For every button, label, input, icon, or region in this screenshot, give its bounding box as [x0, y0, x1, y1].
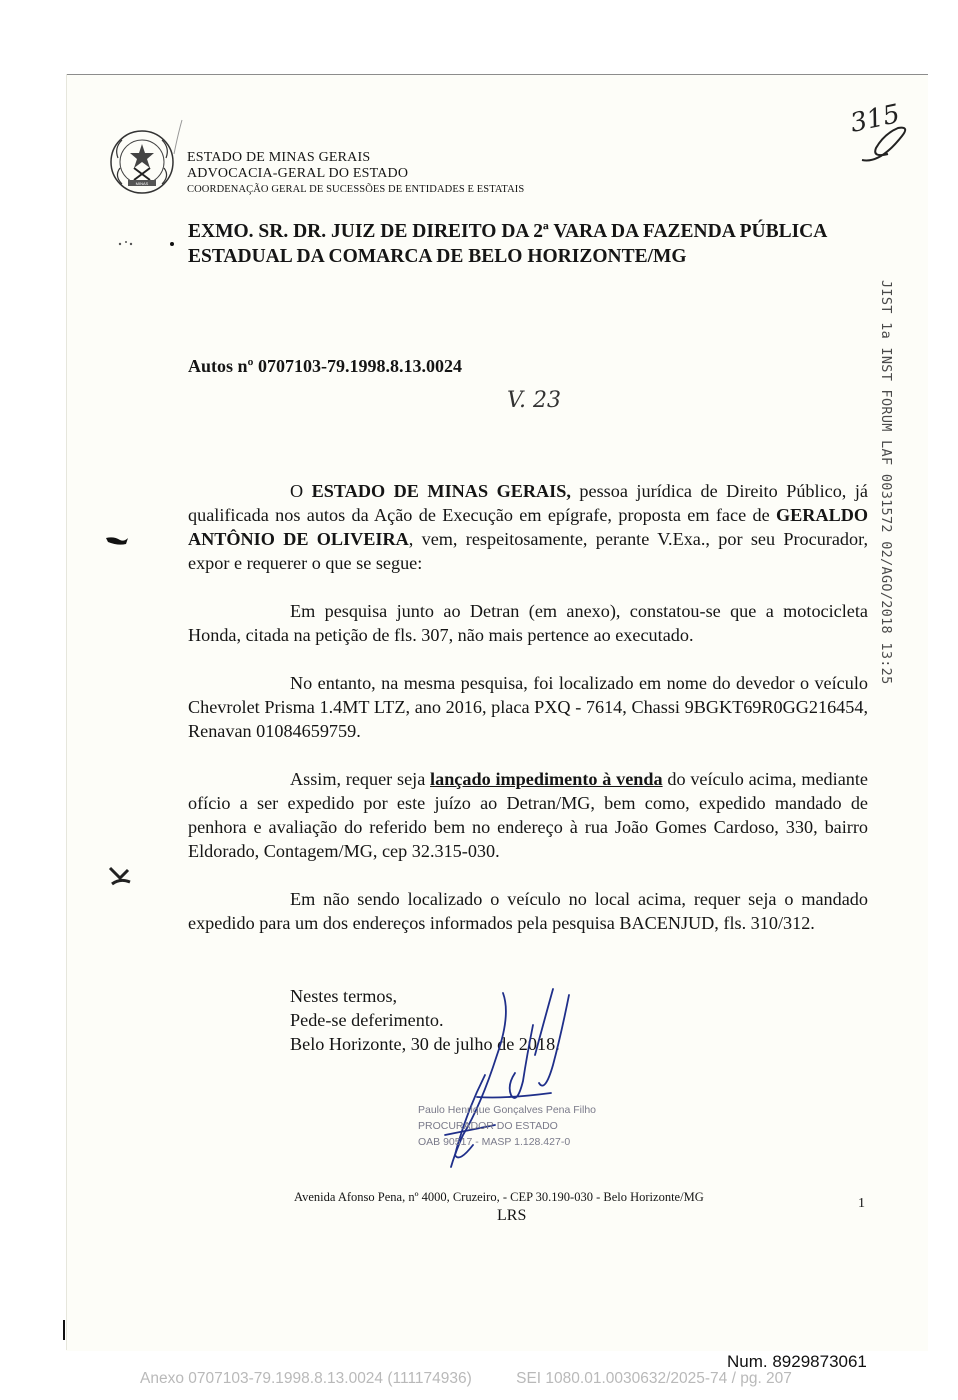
svg-text:MINAS: MINAS	[135, 181, 149, 186]
attorney-title: PROCURADOR DO ESTADO	[418, 1120, 558, 1132]
closing-line-1: Nestes termos,	[290, 986, 398, 1006]
handwritten-note-text: V. 23	[507, 388, 562, 413]
letterhead-agency: ADVOCACIA-GERAL DO ESTADO	[187, 166, 409, 181]
closing-line-2: Pede-se deferimento.	[290, 1010, 444, 1030]
handwritten-page-number-text: 315	[847, 99, 903, 139]
letterhead-department: COORDENAÇÃO GERAL DE SUCESSÕES DE ENTIDADES E ESTATAIS	[187, 184, 525, 195]
handwritten-page-number	[840, 98, 920, 168]
author-initials: LRS	[497, 1207, 527, 1224]
petition-body	[188, 479, 868, 959]
document-id: Num. 8929873061	[727, 1352, 867, 1371]
attorney-registration: OAB 90517 - MASP 1.128.427-0	[418, 1136, 571, 1148]
scan-mark	[104, 530, 130, 548]
scan-mark	[168, 240, 176, 248]
addressee-line-1: EXMO. SR. DR. JUIZ DE DIREITO DA 2ª VARA DA FAZENDA PÚBLICA	[188, 221, 828, 242]
addressee-line-2: ESTADUAL DA COMARCA DE BELO HORIZONTE/MG	[188, 246, 687, 267]
paragraph-4: Assim, requer seja lançado impedimento à venda do veículo acima, mediante ofício a ser expedido por este juízo ao Detran/MG, bem como, expedido mandado de penhora e avaliação do referido bem no endereço à rua João Gomes Cardoso, 330, bairro Eldorado, Contagem/MG, cep 32.315-030.	[188, 769, 868, 861]
protocol-stamp-text: JIST 1a INST FORUM LAF 0031572 02/AGO/2018 13:25	[878, 280, 894, 685]
closing-date: Belo Horizonte, 30 de julho de 2018.	[290, 1034, 560, 1054]
paragraph-2: Em pesquisa junto ao Detran (em anexo), constatou-se que a motocicleta Honda, citada na petição de fls. 307, não mais pertence ao executado.	[188, 601, 868, 645]
request-emphasis: lançado impedimento à venda	[430, 769, 663, 789]
scan-mark	[62, 1320, 68, 1340]
attorney-name: Paulo Henrique Gonçalves Pena Filho	[418, 1104, 597, 1116]
handwritten-note	[505, 383, 585, 415]
addressee	[188, 219, 878, 269]
scan-mark	[106, 864, 132, 888]
case-number: Autos nº 0707103-79.1998.8.13.0024	[188, 356, 462, 376]
paragraph-1: O ESTADO DE MINAS GERAIS, pessoa jurídica de Direito Público, já qualificada nos autos da Ação de Execução em epígrafe, proposta em face de GERALDO ANTÔNIO DE OLIVEIRA, vem, respeitosamente, perante V.Exa., por seu Procurador, expor e requerer o que se segue:	[188, 481, 869, 573]
page-number: 1	[858, 1196, 865, 1211]
plaintiff-name: ESTADO DE MINAS GERAIS,	[311, 481, 571, 501]
minas-gerais-coat-of-arms-icon	[108, 128, 176, 196]
sei-footer-process: SEI 1080.01.0030632/2025-74 / pg. 207	[516, 1370, 792, 1387]
sei-footer	[140, 1370, 832, 1388]
letterhead-state: ESTADO DE MINAS GERAIS	[187, 150, 371, 165]
protocol-stamp	[878, 280, 908, 685]
page-edge	[66, 74, 67, 1350]
scan-mark	[170, 118, 186, 158]
sei-footer-annex: Anexo 0707103-79.1998.8.13.0024 (111174936)	[140, 1370, 472, 1387]
letterhead	[187, 150, 524, 198]
signature-stamp	[418, 1102, 596, 1150]
footer-address: Avenida Afonso Pena, nº 4000, Cruzeiro, - CEP 30.190-030 - Belo Horizonte/MG	[294, 1190, 704, 1204]
paragraph-5: Em não sendo localizado o veículo no local acima, requer seja o mandado expedido para um dos endereços informados pela pesquisa BACENJUD, fls. 310/312.	[188, 889, 868, 933]
defendant-name: GERALDO ANTÔNIO DE OLIVEIRA	[188, 505, 868, 549]
scan-mark	[116, 238, 136, 248]
paragraph-3: No entanto, na mesma pesquisa, foi localizado em nome do devedor o veículo Chevrolet Prisma 1.4MT LTZ, ano 2016, placa PXQ - 7614, Chassi 9BGKT69R0GG216454, Renavan 01084659759.	[188, 673, 868, 741]
